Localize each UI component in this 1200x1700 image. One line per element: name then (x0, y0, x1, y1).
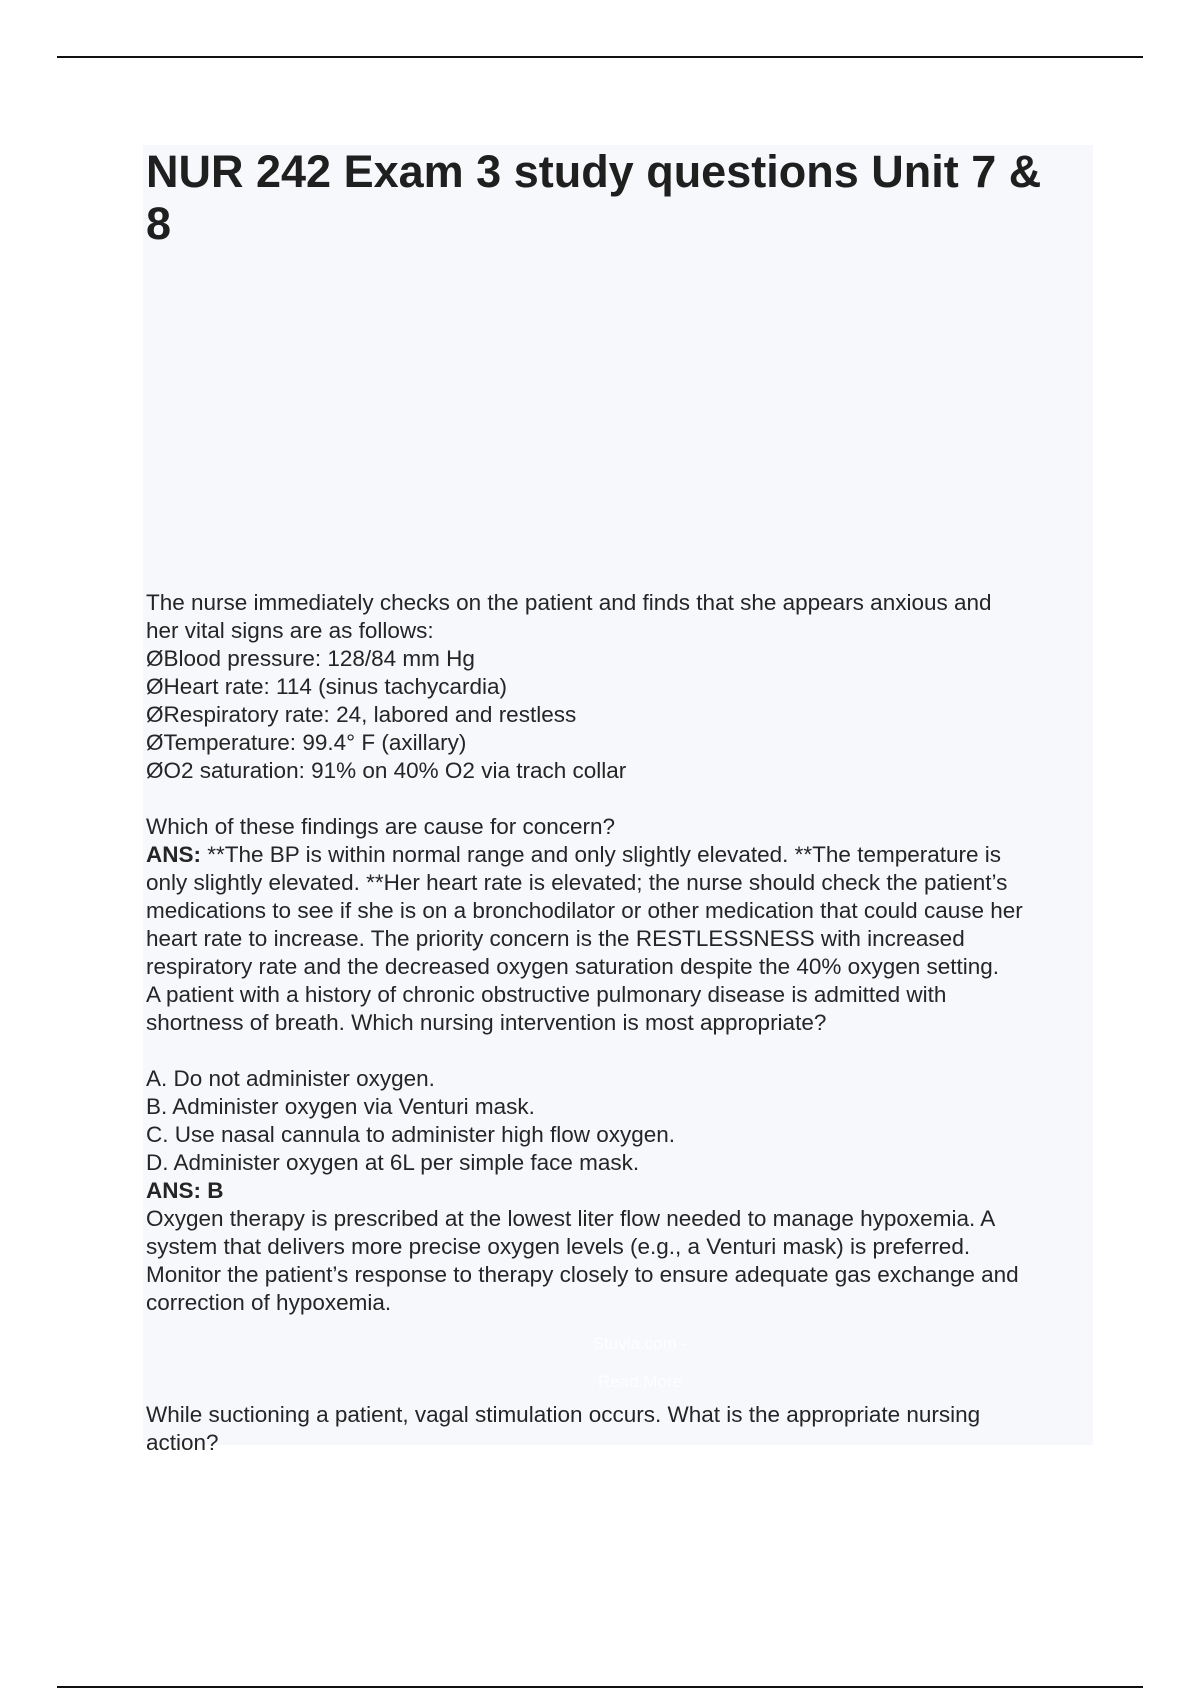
rationale-line: Oxygen therapy is prescribed at the lowest liter flow needed to manage hypoxemia. A (146, 1206, 996, 1231)
top-rule (57, 56, 1143, 58)
question-stem-line: action? (146, 1430, 219, 1455)
option-d: D. Administer oxygen at 6L per simple face mask. (146, 1150, 640, 1175)
question-intro-line: The nurse immediately checks on the patient and finds that she appears anxious and (146, 590, 992, 615)
question-stem-line: While suctioning a patient, vagal stimulation occurs. What is the appropriate nursing (146, 1402, 981, 1427)
option-b: B. Administer oxygen via Venturi mask. (146, 1094, 535, 1119)
option-a: A. Do not administer oxygen. (146, 1066, 435, 1091)
document-title: NUR 242 Exam 3 study questions Unit 7 & 8 (146, 146, 1042, 249)
rationale-line: correction of hypoxemia. (146, 1290, 392, 1315)
answer-text: **The BP is within normal range and only slightly elevated. **The temperature is (201, 842, 1002, 867)
answer-label: ANS: (146, 842, 201, 867)
spacer (146, 785, 1091, 813)
bottom-rule (57, 1686, 1143, 1688)
watermark-line: Stuvia.com - (592, 1334, 688, 1353)
rationale-line: system that delivers more precise oxygen levels (e.g., a Venturi mask) is preferred. (146, 1234, 971, 1259)
watermark (540, 1325, 740, 1401)
vital-respiratory-rate: ØRespiratory rate: 24, labored and restless (146, 702, 577, 727)
vital-blood-pressure: ØBlood pressure: 128/84 mm Hg (146, 646, 475, 671)
answer-text-line: respiratory rate and the decreased oxygen saturation despite the 40% oxygen setting. (146, 954, 1000, 979)
question-3 (146, 1401, 1091, 1457)
question-stem-line: A patient with a history of chronic obstructive pulmonary disease is admitted with (146, 982, 947, 1007)
question-intro-line: her vital signs are as follows: (146, 618, 434, 643)
spacer (146, 1037, 1091, 1065)
vital-o2-saturation: ØO2 saturation: 91% on 40% O2 via trach collar (146, 758, 627, 783)
answer-line (146, 841, 1091, 869)
vital-heart-rate: ØHeart rate: 114 (sinus tachycardia) (146, 674, 507, 699)
watermark-line: Read More (597, 1372, 683, 1391)
answer-text-line: heart rate to increase. The priority concern is the RESTLESSNESS with increased (146, 926, 965, 951)
rationale-line: Monitor the patient’s response to therapy closely to ensure adequate gas exchange and (146, 1262, 1019, 1287)
option-c: C. Use nasal cannula to administer high flow oxygen. (146, 1122, 676, 1147)
vital-temperature: ØTemperature: 99.4° F (axillary) (146, 730, 467, 755)
question-text: Which of these findings are cause for concern? (146, 814, 616, 839)
answer-key: ANS: B (146, 1178, 224, 1203)
answer-text-line: medications to see if she is on a bronchodilator or other medication that could cause her (146, 898, 1023, 923)
question-stem-line: shortness of breath. Which nursing intervention is most appropriate? (146, 1010, 827, 1035)
question-2 (146, 981, 1091, 1317)
question-1 (146, 589, 1091, 981)
answer-text-line: only slightly elevated. **Her heart rate is elevated; the nurse should check the patient’s (146, 870, 1008, 895)
